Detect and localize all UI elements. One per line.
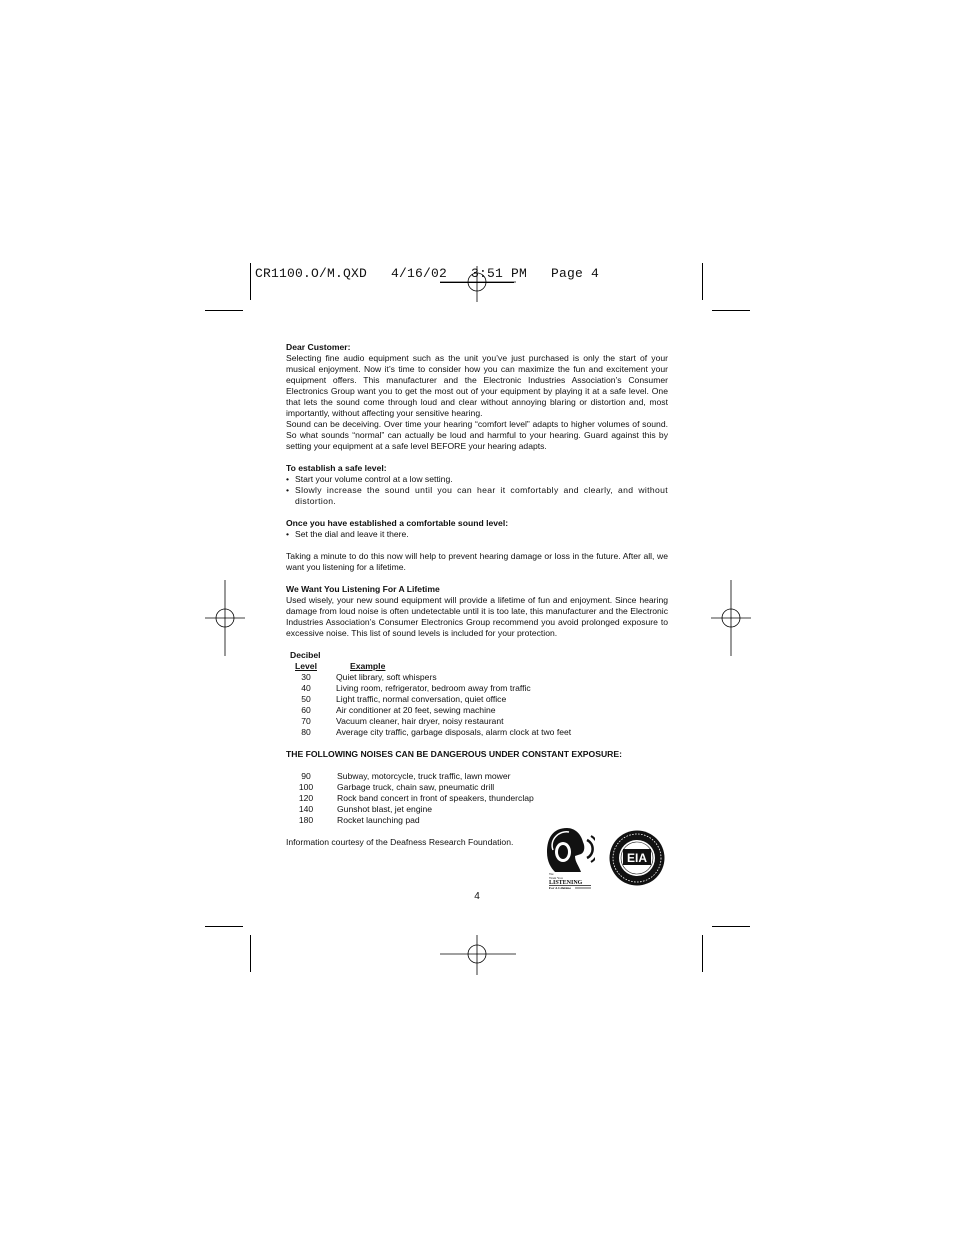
example-cell: Living room, refrigerator, bedroom away from traffic [336, 683, 531, 693]
registration-mark-right [711, 580, 751, 656]
decibel-header: Decibel [290, 650, 321, 660]
level-cell: 30 [301, 672, 311, 682]
table-row [286, 683, 668, 694]
crop-mark [250, 263, 251, 300]
level-cell: 140 [298, 804, 314, 814]
table-row [286, 771, 668, 782]
crop-mark [250, 935, 251, 972]
danger-heading: THE FOLLOWING NOISES CAN BE DANGEROUS UNDER CONSTANT EXPOSURE: [286, 749, 622, 759]
crop-mark [205, 310, 243, 311]
table-row [286, 793, 668, 804]
example-cell: Subway, motorcycle, truck traffic, lawn mower [337, 771, 511, 781]
minute-paragraph: Taking a minute to do this now will help to prevent hearing damage or loss in the future. After all, we want you listening for a lifetime. [286, 551, 668, 572]
decibel-table [286, 650, 668, 738]
level-cell: 80 [301, 727, 311, 737]
comfortable-list [286, 529, 668, 540]
lifetime-paragraph: Used wisely, your new sound equipment will provide a lifetime of fun and enjoyment. Since hearing damage from loud noise is often undetectable until it is too late, this manufacturer and the Electronic Industries Association’s Consumer Electronics Group recommend you avoid prolonged exposure to excessive noise. This list of sound levels is included for your protection. [286, 595, 668, 638]
list-item: • Slowly increase the sound until you can hear it comfortably and clearly, and without distortion. [286, 485, 668, 507]
letter-paragraph-2: Sound can be deceiving. Over time your hearing “comfort level” adapts to higher volumes of sound. So what sounds “normal” can actually be loud and harmful to your hearing. Guard against this by setting your equipment at a safe level BEFORE your hearing adapts. [286, 419, 668, 451]
table-row [286, 727, 668, 738]
page-number: 4 [474, 891, 480, 902]
table-row [286, 815, 668, 826]
registration-mark-top [440, 266, 516, 302]
list-item: • Set the dial and leave it there. [286, 529, 668, 540]
logo-text: LISTENING [549, 880, 583, 886]
level-cell: 90 [301, 771, 311, 781]
crop-mark [205, 926, 243, 927]
example-header: Example [350, 661, 386, 671]
table-row [286, 716, 668, 727]
crop-mark [702, 935, 703, 972]
list-item: • Start your volume control at a low setting. [286, 474, 668, 485]
example-cell: Gunshot blast, jet engine [337, 804, 433, 814]
logo-text: For A Lifetime [549, 886, 571, 890]
table-row [286, 804, 668, 815]
courtesy-note: Information courtesy of the Deafness Research Foundation. [286, 837, 514, 847]
example-cell: Rocket launching pad [337, 815, 420, 825]
example-cell: Rock band concert in front of speakers, thunderclap [337, 793, 534, 803]
table-row [286, 705, 668, 716]
slug-line: CR1100.O/M.QXD 4/16/02 3:51 PM Page 4 [255, 266, 600, 281]
level-cell: 120 [298, 793, 314, 803]
page-content [286, 342, 668, 848]
decibel-column-headers [286, 661, 668, 672]
comfortable-heading: Once you have established a comfortable sound level: [286, 518, 509, 528]
example-cell: Quiet library, soft whispers [336, 672, 437, 682]
registration-mark-left [205, 580, 245, 656]
registration-mark-bottom [440, 935, 516, 975]
level-header: Level [295, 661, 317, 671]
crop-mark [712, 310, 750, 311]
listening-lifetime-logo [545, 826, 595, 890]
crop-mark [702, 263, 703, 300]
eia-text: EIA [626, 851, 648, 865]
logo-text: We [549, 872, 554, 876]
lifetime-heading: We Want You Listening For A Lifetime [286, 584, 440, 594]
table-row [286, 694, 668, 705]
logo-text: Want You [549, 876, 563, 880]
crop-mark [712, 926, 750, 927]
example-cell: Vacuum cleaner, hair dryer, noisy restaurant [336, 716, 504, 726]
safe-level-heading: To establish a safe level: [286, 463, 387, 473]
example-cell: Average city traffic, garbage disposals, alarm clock at two feet [336, 727, 572, 737]
level-cell: 180 [298, 815, 314, 825]
level-cell: 70 [301, 716, 311, 726]
danger-table [286, 771, 668, 826]
level-cell: 100 [298, 782, 314, 792]
example-cell: Garbage truck, chain saw, pneumatic drill [337, 782, 495, 792]
example-cell: Light traffic, normal conversation, quiet office [336, 694, 507, 704]
safe-level-list [286, 474, 668, 507]
letter-heading: Dear Customer: [286, 342, 351, 352]
letter-paragraph-1: Selecting fine audio equipment such as the unit you’ve just purchased is only the start of your musical enjoyment. Now it’s time to consider how you can maximize the fun and excitement your equipment offers. This manufacturer and the Electronic Industries Association’s Consumer Electronics Group want you to get the most out of your equipment by playing it at a safe level. One that lets the sound come through loud and clear without annoying blaring or distortion and, most importantly, without affecting your sensitive hearing. [286, 353, 668, 418]
table-row [286, 782, 668, 793]
level-cell: 60 [301, 705, 311, 715]
table-row [286, 672, 668, 683]
eia-seal-logo [608, 829, 666, 887]
level-cell: 40 [301, 683, 311, 693]
level-cell: 50 [301, 694, 311, 704]
example-cell: Air conditioner at 20 feet, sewing machine [336, 705, 496, 715]
